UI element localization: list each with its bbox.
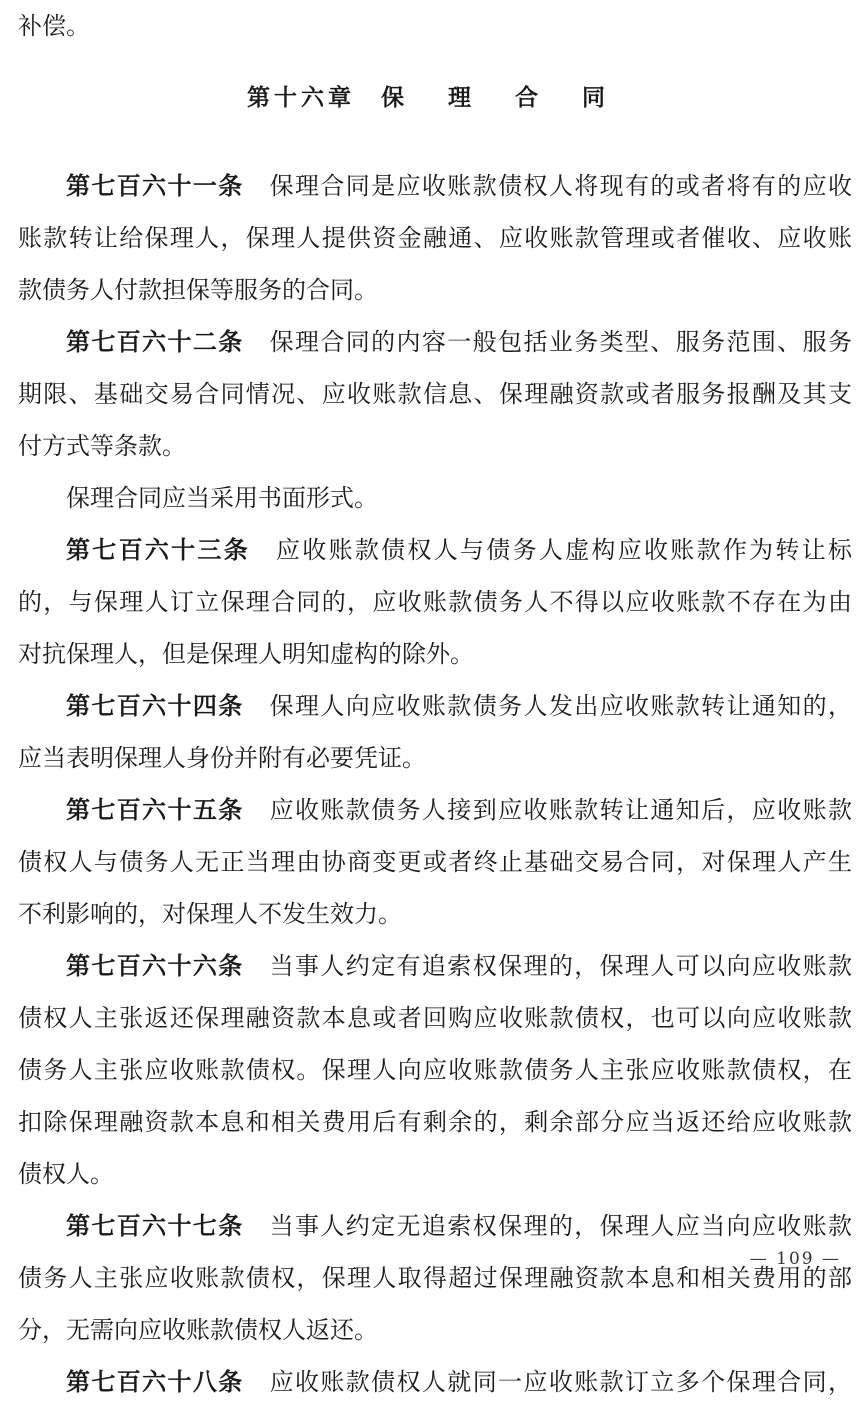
article-line: 债权人主张返还保理融资款本息或者回购应收账款债权，也可以向应收账款 [18, 1004, 852, 1032]
article [18, 784, 852, 940]
article-line: 的，与保理人订立保理合同的，应收账款债务人不得以应收账款不存在为由 [18, 588, 852, 616]
article-line: 对抗保理人，但是保理人明知虚构的除外。 [18, 640, 474, 668]
article [18, 1200, 852, 1356]
article-line: 账款转让给保理人，保理人提供资金融通、应收账款管理或者催收、应收账 [18, 224, 852, 252]
article-line: 第七百六十六条 当事人约定有追索权保理的，保理人可以向应收账款 [66, 952, 852, 980]
article-line: 分，无需向应收账款债权人返还。 [18, 1316, 378, 1344]
article-line: 应当表明保理人身份并附有必要凭证。 [18, 744, 426, 772]
article-label: 第七百六十一条 [66, 172, 244, 200]
article-line: 不利影响的，对保理人不发生效力。 [18, 900, 402, 928]
article-line: 第七百六十四条 保理人向应收账款债务人发出应收账款转让通知的， [66, 692, 852, 720]
article-line: 债权人。 [18, 1160, 114, 1188]
article-label: 第七百六十二条 [66, 328, 244, 356]
page-body [18, 0, 852, 1408]
article-line: 第七百六十八条 应收账款债权人就同一应收账款订立多个保理合同， [66, 1368, 852, 1396]
article-line: 第七百六十三条 应收账款债权人与债务人虚构应收账款作为转让标 [66, 536, 852, 564]
article-line: 第七百六十一条 保理合同是应收账款债权人将现有的或者将有的应收 [66, 172, 852, 200]
continuation-text: 补偿。 [18, 12, 90, 40]
chapter-heading [18, 72, 852, 124]
chapter-number: 第十六章 [246, 85, 355, 111]
article-label: 第七百六十六条 [66, 952, 244, 980]
article-line: 债务人主张应收账款债权。保理人向应收账款债务人主张应收账款债权，在 [18, 1056, 852, 1084]
article [18, 680, 852, 784]
page-number: — 109 — [749, 1249, 841, 1269]
article [18, 316, 852, 524]
article-paragraph: 保理合同应当采用书面形式。 [66, 484, 378, 512]
article [18, 1356, 852, 1408]
article-line: 债权人与债务人无正当理由协商变更或者终止基础交易合同，对保理人产生 [18, 848, 852, 876]
article-label: 第七百六十八条 [66, 1368, 244, 1396]
article-label: 第七百六十五条 [66, 796, 244, 824]
article-line: 款债务人付款担保等服务的合同。 [18, 276, 378, 304]
article [18, 160, 852, 316]
article-line: 债务人主张应收账款债权，保理人取得超过保理融资款本息和相关费用的部 [18, 1264, 852, 1292]
article-line: 第七百六十五条 应收账款债务人接到应收账款转让通知后，应收账款 [66, 796, 852, 824]
article-label: 第七百六十四条 [66, 692, 244, 720]
article-label: 第七百六十七条 [66, 1212, 244, 1240]
article-line: 付方式等条款。 [18, 432, 186, 460]
article-line: 扣除保理融资款本息和相关费用后有剩余的，剩余部分应当返还给应收账款 [18, 1108, 852, 1136]
article [18, 940, 852, 1200]
article-line: 期限、基础交易合同情况、应收账款信息、保理融资款或者服务报酬及其支 [18, 380, 852, 408]
article-line: 第七百六十二条 保理合同的内容一般包括业务类型、服务范围、服务 [66, 328, 852, 356]
article-label: 第七百六十三条 [66, 536, 250, 564]
chapter-title: 保 理 合 同 [380, 85, 624, 111]
article [18, 524, 852, 680]
article-line: 第七百六十七条 当事人约定无追索权保理的，保理人应当向应收账款 [66, 1212, 852, 1240]
